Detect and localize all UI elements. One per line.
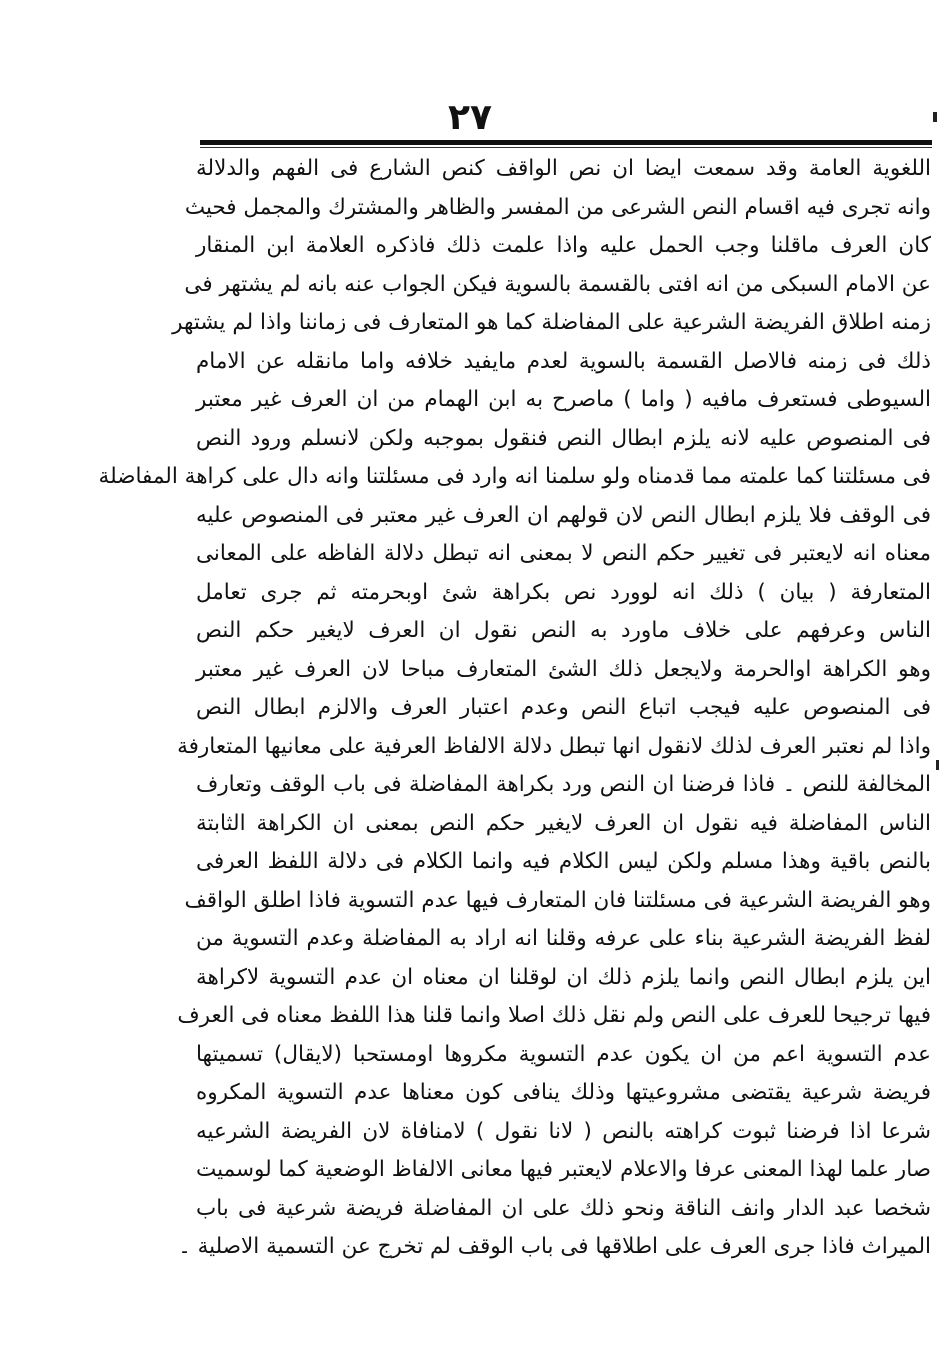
text-line: فى المنصوص عليه فيجب اتباع النص وعدم اعتبار العرف والالزم ابطال النص bbox=[196, 695, 931, 720]
text-line: عدم التسوية اعم من ان يكون عدم التسوية مكروها اومستحبا (لايقال) تسميتها bbox=[196, 1041, 931, 1067]
margin-mark bbox=[933, 112, 937, 122]
text-line: واذا لم نعتبر العرف لذلك لانقول انها تبطل دلالة الالفاظ العرفية على معانيها المتعارفة bbox=[177, 733, 931, 759]
text-line: وانه تجرى فيه اقسام النص الشرعى من المفسر والظاهر والمشترك والمجمل فحيث bbox=[184, 194, 931, 220]
text-line: معناه انه لايعتبر فى تغيير حكم النص لا بمعنى انه تبطل دلالة الفاظه على المعانى bbox=[196, 541, 931, 566]
text-line: اللغوية العامة وقد سمعت ايضا ان نص الواقف كنص الشارع فى الفهم والدلالة bbox=[196, 156, 931, 181]
header-rule-thin bbox=[200, 147, 932, 148]
text-line: السيوطى فستعرف مافيه ( واما ) ماصرح به ابن الهمام من ان العرف غير معتبر bbox=[196, 387, 931, 412]
text-line: عن الامام السبكى من انه افتى بالقسمة بالسوية فيكن الجواب عنه بانه لم يشتهر فى bbox=[184, 271, 931, 297]
text-line: الميراث فاذا جرى العرف على اطلاقها فى باب الوقف لم تخرج عن التسمية الاصلية ۔ bbox=[178, 1234, 931, 1259]
text-line: وهو الفريضة الشرعية فى مسئلتنا فان المتعارف فيها عدم التسوية فاذا اطلق الواقف bbox=[184, 887, 931, 913]
text-line: اين يلزم ابطال النص وانما يلزم ذلك ان لوقلنا ان معناه ان عدم التسوية لاكراهة bbox=[196, 964, 931, 990]
text-line: كان العرف ماقلنا وجب الحمل عليه واذا علمت ذلك فاذكره العلامة ابن المنقار bbox=[196, 233, 931, 258]
text-line: الناس وعرفهم على خلاف ماورد به النص نقول ان العرف لايغير حكم النص bbox=[196, 618, 931, 643]
text-line: فريضة شرعية يقتضى مشروعيتها وذلك ينافى كون معناها عدم التسوية المكروه bbox=[196, 1080, 931, 1105]
text-line: ذلك فى زمنه فالاصل القسمة بالسوية لعدم مايفيد خلافه واما مانقله عن الامام bbox=[196, 348, 931, 374]
text-line: المخالفة للنص ۔ فاذا فرضنا ان النص ورد بكراهة المفاضلة فى باب الوقف وتعارف bbox=[196, 772, 931, 797]
text-line: فيها ترجيحا للعرف على النص ولم نقل ذلك اصلا وانما قلنا هذا اللفظ معناه فى العرف bbox=[177, 1003, 931, 1028]
text-line: شرعا اذا فرضنا ثبوت كراهته بالنص ( لانا نقول ) لامنافاة لان الفريضة الشرعيه bbox=[196, 1118, 931, 1144]
header-rule bbox=[200, 140, 932, 145]
margin-mark bbox=[936, 760, 939, 770]
text-line: صار علما لهذا المعنى عرفا والاعلام لايعتبر فيها معانى الالفاظ الوضعية كما لوسميت bbox=[196, 1157, 931, 1182]
text-line: فى مسئلتنا كما علمته مما قدمناه ولو سلمنا انه وارد فى مسئلتنا وانه دال على كراهة المفاضلة bbox=[98, 464, 931, 489]
text-line: الناس المفاضلة فيه نقول ان العرف لايغير حكم النص بمعنى ان الكراهة الثابتة bbox=[196, 810, 931, 836]
text-line: المتعارفة ( بيان ) ذلك انه لوورد نص بكراهة شئ اوبحرمته ثم جرى تعامل bbox=[196, 579, 931, 605]
text-line: فى الوقف فلا يلزم ابطال النص لان قولهم ان العرف غير معتبر فى المنصوص عليه bbox=[196, 502, 931, 528]
text-line: فى المنصوص عليه لانه يلزم ابطال النص فنقول بموجبه ولكن لانسلم ورود النص bbox=[196, 425, 931, 451]
text-line: بالنص باقية وهذا مسلم ولكن ليس الكلام فيه وانما الكلام فى دلالة اللفظ العرفى bbox=[196, 849, 931, 874]
text-line: زمنه اطلاق الفريضة الشرعية على المفاضلة كما هو المتعارف فى زماننا واذا لم يشتهر bbox=[172, 310, 931, 335]
page-number: ٢٧ bbox=[448, 97, 492, 138]
body-text bbox=[98, 150, 931, 1310]
text-line: وهو الكراهة اوالحرمة ولايجعل ذلك الشئ المتعارف مباحا لان العرف غير معتبر bbox=[196, 656, 931, 682]
text-line: لفظ الفريضة الشرعية بناء على عرفه وقلنا انه اراد به المفاضلة وعدم التسوية من bbox=[196, 926, 931, 951]
text-line: شخصا عبد الدار وانف الناقة ونحو ذلك على ان المفاضلة فريضة شرعية فى باب bbox=[196, 1195, 931, 1221]
